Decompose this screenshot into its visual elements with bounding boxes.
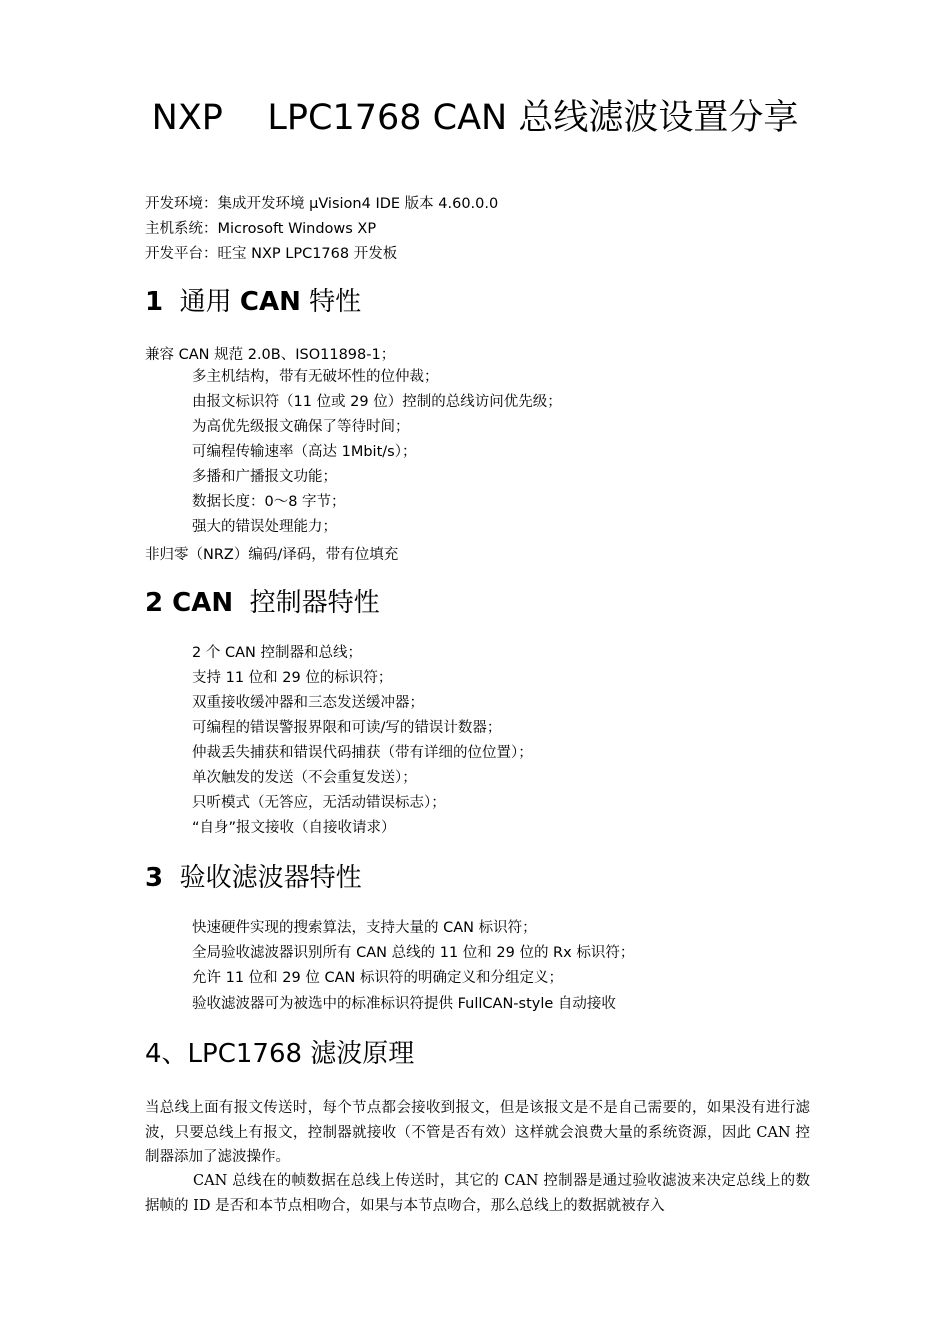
list-item: 为高优先级报文确保了等待时间；: [192, 419, 410, 435]
list-item: 由报文标识符（11 位或 29 位）控制的总线访问优先级；: [192, 394, 562, 410]
section-4-heading: 4、LPC1768 滤波原理: [145, 1039, 415, 1069]
section-2-heading-bold: 2 CAN: [145, 588, 234, 618]
section-4-paragraph-2-text: CAN 总线在的帧数据在总线上传送时，其它的 CAN 控制器是通过验收滤波来决定总线上的数据帧的 ID 是否和本节点相吻合，如果与本节点吻合，那么总线上的数据就被存入: [145, 1173, 810, 1214]
list-item: 支持 11 位和 29 位的标识符；: [192, 670, 393, 686]
list-item: 只听模式（无答应，无活动错误标志）；: [192, 795, 446, 811]
section-2-heading: [145, 585, 380, 621]
section-3-number: 3: [145, 863, 164, 893]
env-line-host: 主机系统：Microsoft Windows XP: [145, 221, 377, 237]
page-title: NXP LPC1768 CAN 总线滤波设置分享: [151, 98, 799, 138]
list-item: 双重接收缓冲器和三态发送缓冲器；: [192, 695, 424, 711]
section-3-heading: [145, 860, 362, 896]
list-item: 可编程的错误警报界限和可读/写的错误计数器；: [192, 720, 502, 736]
section-4-paragraph-1: 当总线上面有报文传送时，每个节点都会接收到报文，但是该报文是不是自己需要的，如果没有进行滤波，只要总线上有报文，控制器就接收（不管是否有效）这样就会浪费大量的系统资源，因此 CAN 控制器添加了滤波操作。: [145, 1100, 810, 1165]
section-1-outro: 非归零（NRZ）编码/译码，带有位填充: [145, 547, 399, 563]
env-line-dev: 开发环境：集成开发环境 μVision4 IDE 版本 4.60.0.0: [145, 196, 499, 212]
list-item: 验收滤波器可为被选中的标准标识符提供 FullCAN-style 自动接收: [192, 996, 616, 1012]
list-item: 数据长度：0～8 字节；: [192, 494, 346, 510]
list-item: 可编程传输速率（高达 1Mbit/s）；: [192, 444, 417, 460]
section-1-heading: [145, 284, 361, 320]
list-item: 允许 11 位和 29 位 CAN 标识符的明确定义和分组定义；: [192, 970, 563, 986]
list-item: 强大的错误处理能力；: [192, 519, 337, 535]
list-item: 多主机结构，带有无破坏性的位仲裁；: [192, 369, 439, 385]
list-item: “自身”报文接收（自接收请求）: [192, 820, 396, 836]
section-4-paragraph-2: [145, 1169, 810, 1218]
list-item: 单次触发的发送（不会重复发送）；: [192, 770, 417, 786]
list-item: 多播和广播报文功能；: [192, 469, 337, 485]
section-1-heading-post: 特性: [309, 287, 362, 317]
section-1-heading-bold: CAN: [239, 287, 301, 317]
list-item: 快速硬件实现的搜索算法，支持大量的 CAN 标识符；: [192, 920, 537, 936]
section-3-heading-post: 验收滤波器特性: [179, 863, 362, 893]
list-item: 仲裁丢失捕获和错误代码捕获（带有详细的位位置）；: [192, 745, 533, 761]
section-1-heading-pre: 通用: [179, 287, 232, 317]
section-2-heading-post: 控制器特性: [249, 588, 380, 618]
list-item: 全局验收滤波器识别所有 CAN 总线的 11 位和 29 位的 Rx 标识符；: [192, 945, 635, 961]
section-1-intro: 兼容 CAN 规范 2.0B、ISO11898-1；: [145, 347, 396, 363]
section-1-number: 1: [145, 287, 164, 317]
list-item: 2 个 CAN 控制器和总线；: [192, 645, 362, 661]
env-line-platform: 开发平台：旺宝 NXP LPC1768 开发板: [145, 246, 398, 262]
